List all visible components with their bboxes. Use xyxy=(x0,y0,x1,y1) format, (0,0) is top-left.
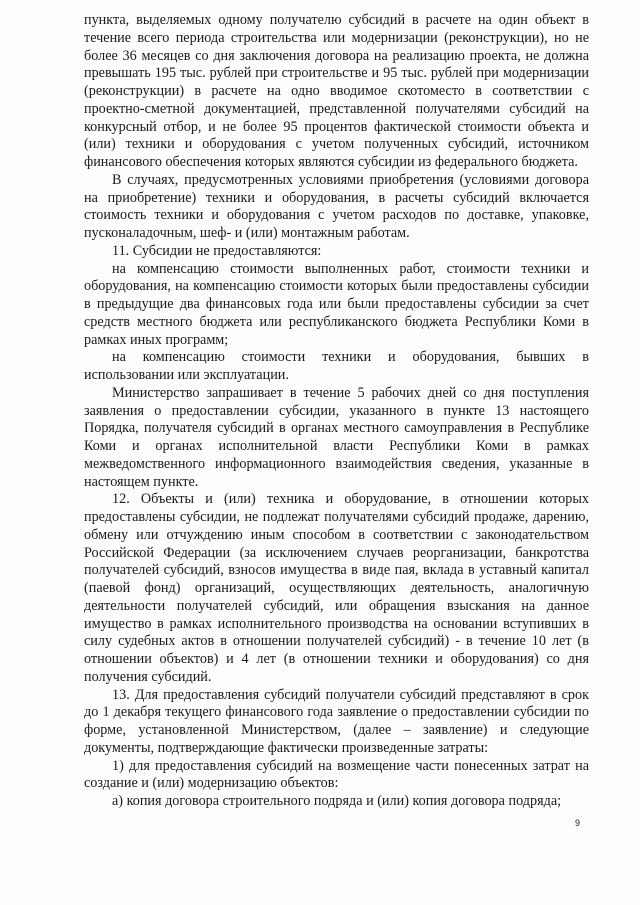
paragraph-clause-11-item-2: на компенсацию стоимости техники и оборудования, бывших в использовании или эксплуатации. xyxy=(84,349,589,383)
paragraph-continuation: пункта, выделяемых одному получателю субсидий в расчете на один объект в течение всего периода строительства или модернизации (реконструкции), но не более 36 месяцев со дня заключения договора на реализацию проекта, не должна превышать 195 тыс. рублей при строительстве и 95 тыс. рублей при модернизации (реконструкции) в расчете на одно вводимое скотоместо в соответствии с проектно-сметной документацией, представленной получателями субсидий на конкурсный отбор, и не более 95 процентов фактической стоимости объекта и (или) техники и оборудования с учетом полученных субсидий, источником финансового обеспечения которых являются субсидии из федерального бюджета. xyxy=(84,12,589,170)
paragraph-clause-11-item-1: на компенсацию стоимости выполненных работ, стоимости техники и оборудования, на компенсацию стоимости которых были предоставлены субсидии в предыдущие два финансовых года или были предоставлены субсидии за счет средств местного бюджета или республиканского бюджета Республики Коми в рамках иных программ; xyxy=(84,260,589,348)
document-body xyxy=(84,12,589,811)
paragraph-equipment-costs: В случаях, предусмотренных условиями приобретения (условиями договора на приобретение) техники и оборудования, в расчеты субсидий включается стоимость техники и оборудования с учетом расходов по доставке, упаковке, пусконаладочным, шеф- и (или) монтажным работам. xyxy=(84,171,589,241)
paragraph-clause-11: 11. Субсидии не предоставляются: xyxy=(112,242,322,259)
paragraph-ministry-request: Министерство запрашивает в течение 5 рабочих дней со дня поступления заявления о предоставлении субсидии, указанного в пункте 13 настоящего Порядка, получателя субсидий в органах местного самоуправления в Республике Коми и органах исполнительной власти Республики Коми в рамках межведомственного информационного взаимодействия сведения, указанные в настоящем пункте. xyxy=(84,384,589,490)
paragraph-clause-13-item-1: 1) для предоставления субсидий на возмещение части понесенных затрат на создание и (или) модернизацию объектов: xyxy=(84,757,589,792)
page-number: 9 xyxy=(575,818,581,828)
paragraph-clause-13: 13. Для предоставления субсидий получатели субсидий представляют в срок до 1 декабря текущего финансового года заявление о предоставлении субсидии по форме, установленной Министерством, (далее – заявление) и следующие документы, подтверждающие фактически произведенные затраты: xyxy=(84,686,589,756)
paragraph-clause-13-item-a: а) копия договора строительного подряда и (или) копия договора подряда; xyxy=(112,793,562,809)
paragraph-clause-12: 12. Объекты и (или) техника и оборудование, в отношении которых предоставлены субсидии, не подлежат получателями субсидий продаже, дарению, обмену или отчуждению иным способом в соответствии с законодательством Российской Федерации (за исключением случаев реорганизации, банкротства получателей субсидий, взносов имущества в виде пая, вклада в уставный капитал (паевой фонд) организаций, осуществляющих деятельность, аналогичную деятельности получателей субсидий, или обращения взыскания на данное имущество в рамках исполнительного производства на основании вступивших в силу судебных актов в отношении получателей субсидий) - в течение 10 лет (в отношении объектов) и 4 лет (в отношении техники и оборудования) со дня получения субсидий. xyxy=(84,491,589,685)
